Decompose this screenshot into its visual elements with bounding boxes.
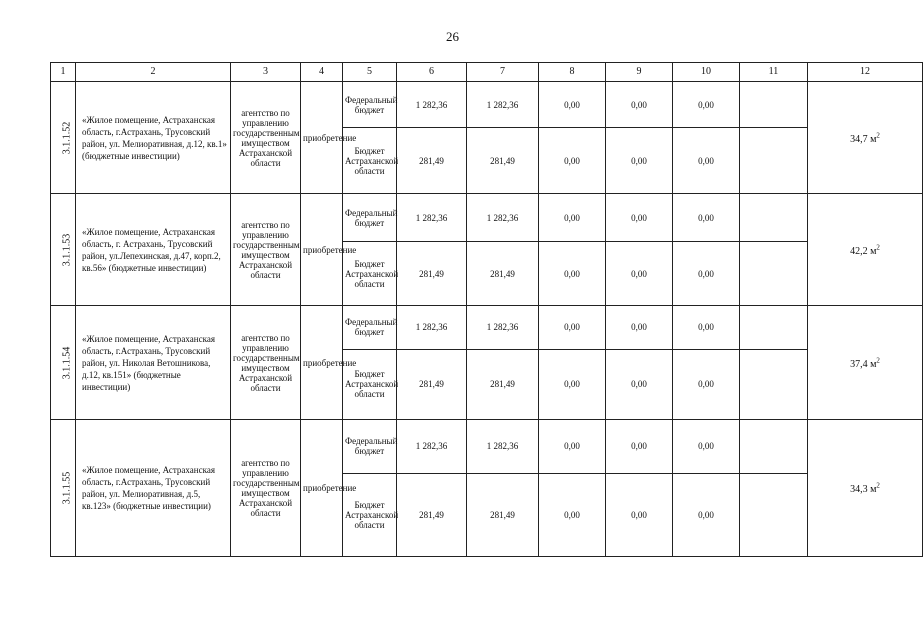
value-col-11 (740, 473, 808, 556)
value-col-8: 0,00 (539, 82, 606, 128)
item-code-cell (51, 306, 76, 419)
value-col-8: 0,00 (539, 194, 606, 242)
value-col-6: 281,49 (397, 349, 467, 419)
item-code: 3.1.1.52 (61, 121, 73, 155)
area-unit-superscript: 2 (876, 481, 880, 490)
value-col-8: 0,00 (539, 349, 606, 419)
area-unit-superscript: 2 (876, 243, 880, 252)
value-col-7: 281,49 (467, 473, 539, 556)
value-col-7: 1 282,36 (467, 194, 539, 242)
area-value: 34,3 (850, 484, 868, 495)
header-cell: 8 (539, 63, 606, 82)
area-cell (808, 82, 923, 194)
responsible-agency: агентство по управлению государственным имуществом Астраханской области (231, 82, 301, 194)
funding-source: Федеральный бюджет (343, 82, 397, 128)
value-col-7: 281,49 (467, 242, 539, 306)
measure-type: приобретение (301, 194, 343, 306)
value-col-10: 0,00 (673, 194, 740, 242)
area-value: 34,7 (850, 133, 868, 145)
value-col-9: 0,00 (606, 82, 673, 128)
area-cell (808, 306, 923, 419)
value-col-8: 0,00 (539, 242, 606, 306)
funding-source: Бюджет Астраханской области (343, 242, 397, 306)
responsible-agency: агентство по управлению государственным имуществом Астраханской области (231, 194, 301, 306)
header-cell: 12 (808, 63, 923, 82)
value-col-11 (740, 82, 808, 128)
funding-source: Федеральный бюджет (343, 419, 397, 473)
value-col-9: 0,00 (606, 194, 673, 242)
measure-type: приобретение (301, 419, 343, 556)
value-col-11 (740, 128, 808, 194)
item-description: «Жилое помещение, Астраханская область, г. Астрахань, Трусовский район, ул.Лепехинская, д.47, корп.2, кв.56» (бюджетные инвестиции) (76, 194, 231, 306)
value-col-6: 1 282,36 (397, 419, 467, 473)
value-col-6: 1 282,36 (397, 306, 467, 349)
value-col-8: 0,00 (539, 419, 606, 473)
responsible-agency: агентство по управлению государственным имуществом Астраханской области (231, 419, 301, 556)
area-cell (808, 194, 923, 306)
header-row (51, 63, 923, 82)
funding-source: Федеральный бюджет (343, 194, 397, 242)
value-col-7: 281,49 (467, 128, 539, 194)
page-number: 26 (446, 29, 459, 44)
value-col-9: 0,00 (606, 473, 673, 556)
item-code: 3.1.1.55 (61, 472, 73, 505)
budget-table (50, 62, 923, 557)
header-cell: 1 (51, 63, 76, 82)
value-col-9: 0,00 (606, 306, 673, 349)
item-code-cell (51, 419, 76, 556)
header-cell: 10 (673, 63, 740, 82)
value-col-8: 0,00 (539, 128, 606, 194)
value-col-11 (740, 349, 808, 419)
header-cell: 9 (606, 63, 673, 82)
value-col-8: 0,00 (539, 306, 606, 349)
responsible-agency: агентство по управлению государственным имуществом Астраханской области (231, 306, 301, 419)
value-col-11 (740, 242, 808, 306)
value-col-6: 1 282,36 (397, 82, 467, 128)
value-col-10: 0,00 (673, 419, 740, 473)
area-unit: м (870, 484, 877, 495)
table-row-federal (51, 194, 923, 242)
value-col-10: 0,00 (673, 242, 740, 306)
header-cell: 2 (76, 63, 231, 82)
value-col-7: 1 282,36 (467, 306, 539, 349)
value-col-11 (740, 194, 808, 242)
value-col-6: 281,49 (397, 473, 467, 556)
value-col-8: 0,00 (539, 473, 606, 556)
value-col-11 (740, 306, 808, 349)
value-col-9: 0,00 (606, 242, 673, 306)
table-row-federal (51, 306, 923, 349)
value-col-6: 281,49 (397, 128, 467, 194)
item-code: 3.1.1.54 (61, 346, 73, 380)
item-description: «Жилое помещение, Астраханская область, г.Астрахань, Трусовский район, ул. Мелиоративная, д.12, кв.1» (бюджетные инвестиции) (76, 82, 231, 194)
area-unit: м (870, 133, 877, 145)
value-col-7: 1 282,36 (467, 419, 539, 473)
value-col-6: 281,49 (397, 242, 467, 306)
area-unit: м (870, 358, 877, 370)
value-col-7: 1 282,36 (467, 82, 539, 128)
value-col-9: 0,00 (606, 128, 673, 194)
value-col-10: 0,00 (673, 82, 740, 128)
item-code-cell (51, 82, 76, 194)
funding-source: Бюджет Астраханской области (343, 128, 397, 194)
item-code-cell (51, 194, 76, 306)
table-row-federal (51, 82, 923, 128)
header-cell: 6 (397, 63, 467, 82)
value-col-10: 0,00 (673, 128, 740, 194)
measure-type: приобретение (301, 82, 343, 194)
item-code: 3.1.1.53 (61, 234, 73, 267)
value-col-10: 0,00 (673, 306, 740, 349)
funding-source: Федеральный бюджет (343, 306, 397, 349)
area-unit: м (870, 246, 877, 257)
measure-type: приобретение (301, 306, 343, 419)
header-cell: 4 (301, 63, 343, 82)
value-col-11 (740, 419, 808, 473)
funding-source: Бюджет Астраханской области (343, 473, 397, 556)
area-value: 37,4 (850, 358, 868, 370)
table-row-federal (51, 419, 923, 473)
value-col-9: 0,00 (606, 419, 673, 473)
value-col-10: 0,00 (673, 349, 740, 419)
value-col-7: 281,49 (467, 349, 539, 419)
header-cell: 5 (343, 63, 397, 82)
area-value: 42,2 (850, 246, 868, 257)
value-col-9: 0,00 (606, 349, 673, 419)
header-cell: 11 (740, 63, 808, 82)
value-col-6: 1 282,36 (397, 194, 467, 242)
value-col-10: 0,00 (673, 473, 740, 556)
area-cell (808, 419, 923, 556)
funding-source: Бюджет Астраханской области (343, 349, 397, 419)
item-description: «Жилое помещение, Астраханская область, г.Астрахань, Трусовский район, ул. Николая Ветошникова, д.12, кв.151» (бюджетные инвестиции) (76, 306, 231, 419)
header-cell: 7 (467, 63, 539, 82)
header-cell: 3 (231, 63, 301, 82)
area-unit-superscript: 2 (876, 131, 880, 140)
item-description: «Жилое помещение, Астраханская область, г.Астрахань, Трусовский район, ул. Мелиоративная, д.5, кв.123» (бюджетные инвестиции) (76, 419, 231, 556)
area-unit-superscript: 2 (876, 356, 880, 365)
